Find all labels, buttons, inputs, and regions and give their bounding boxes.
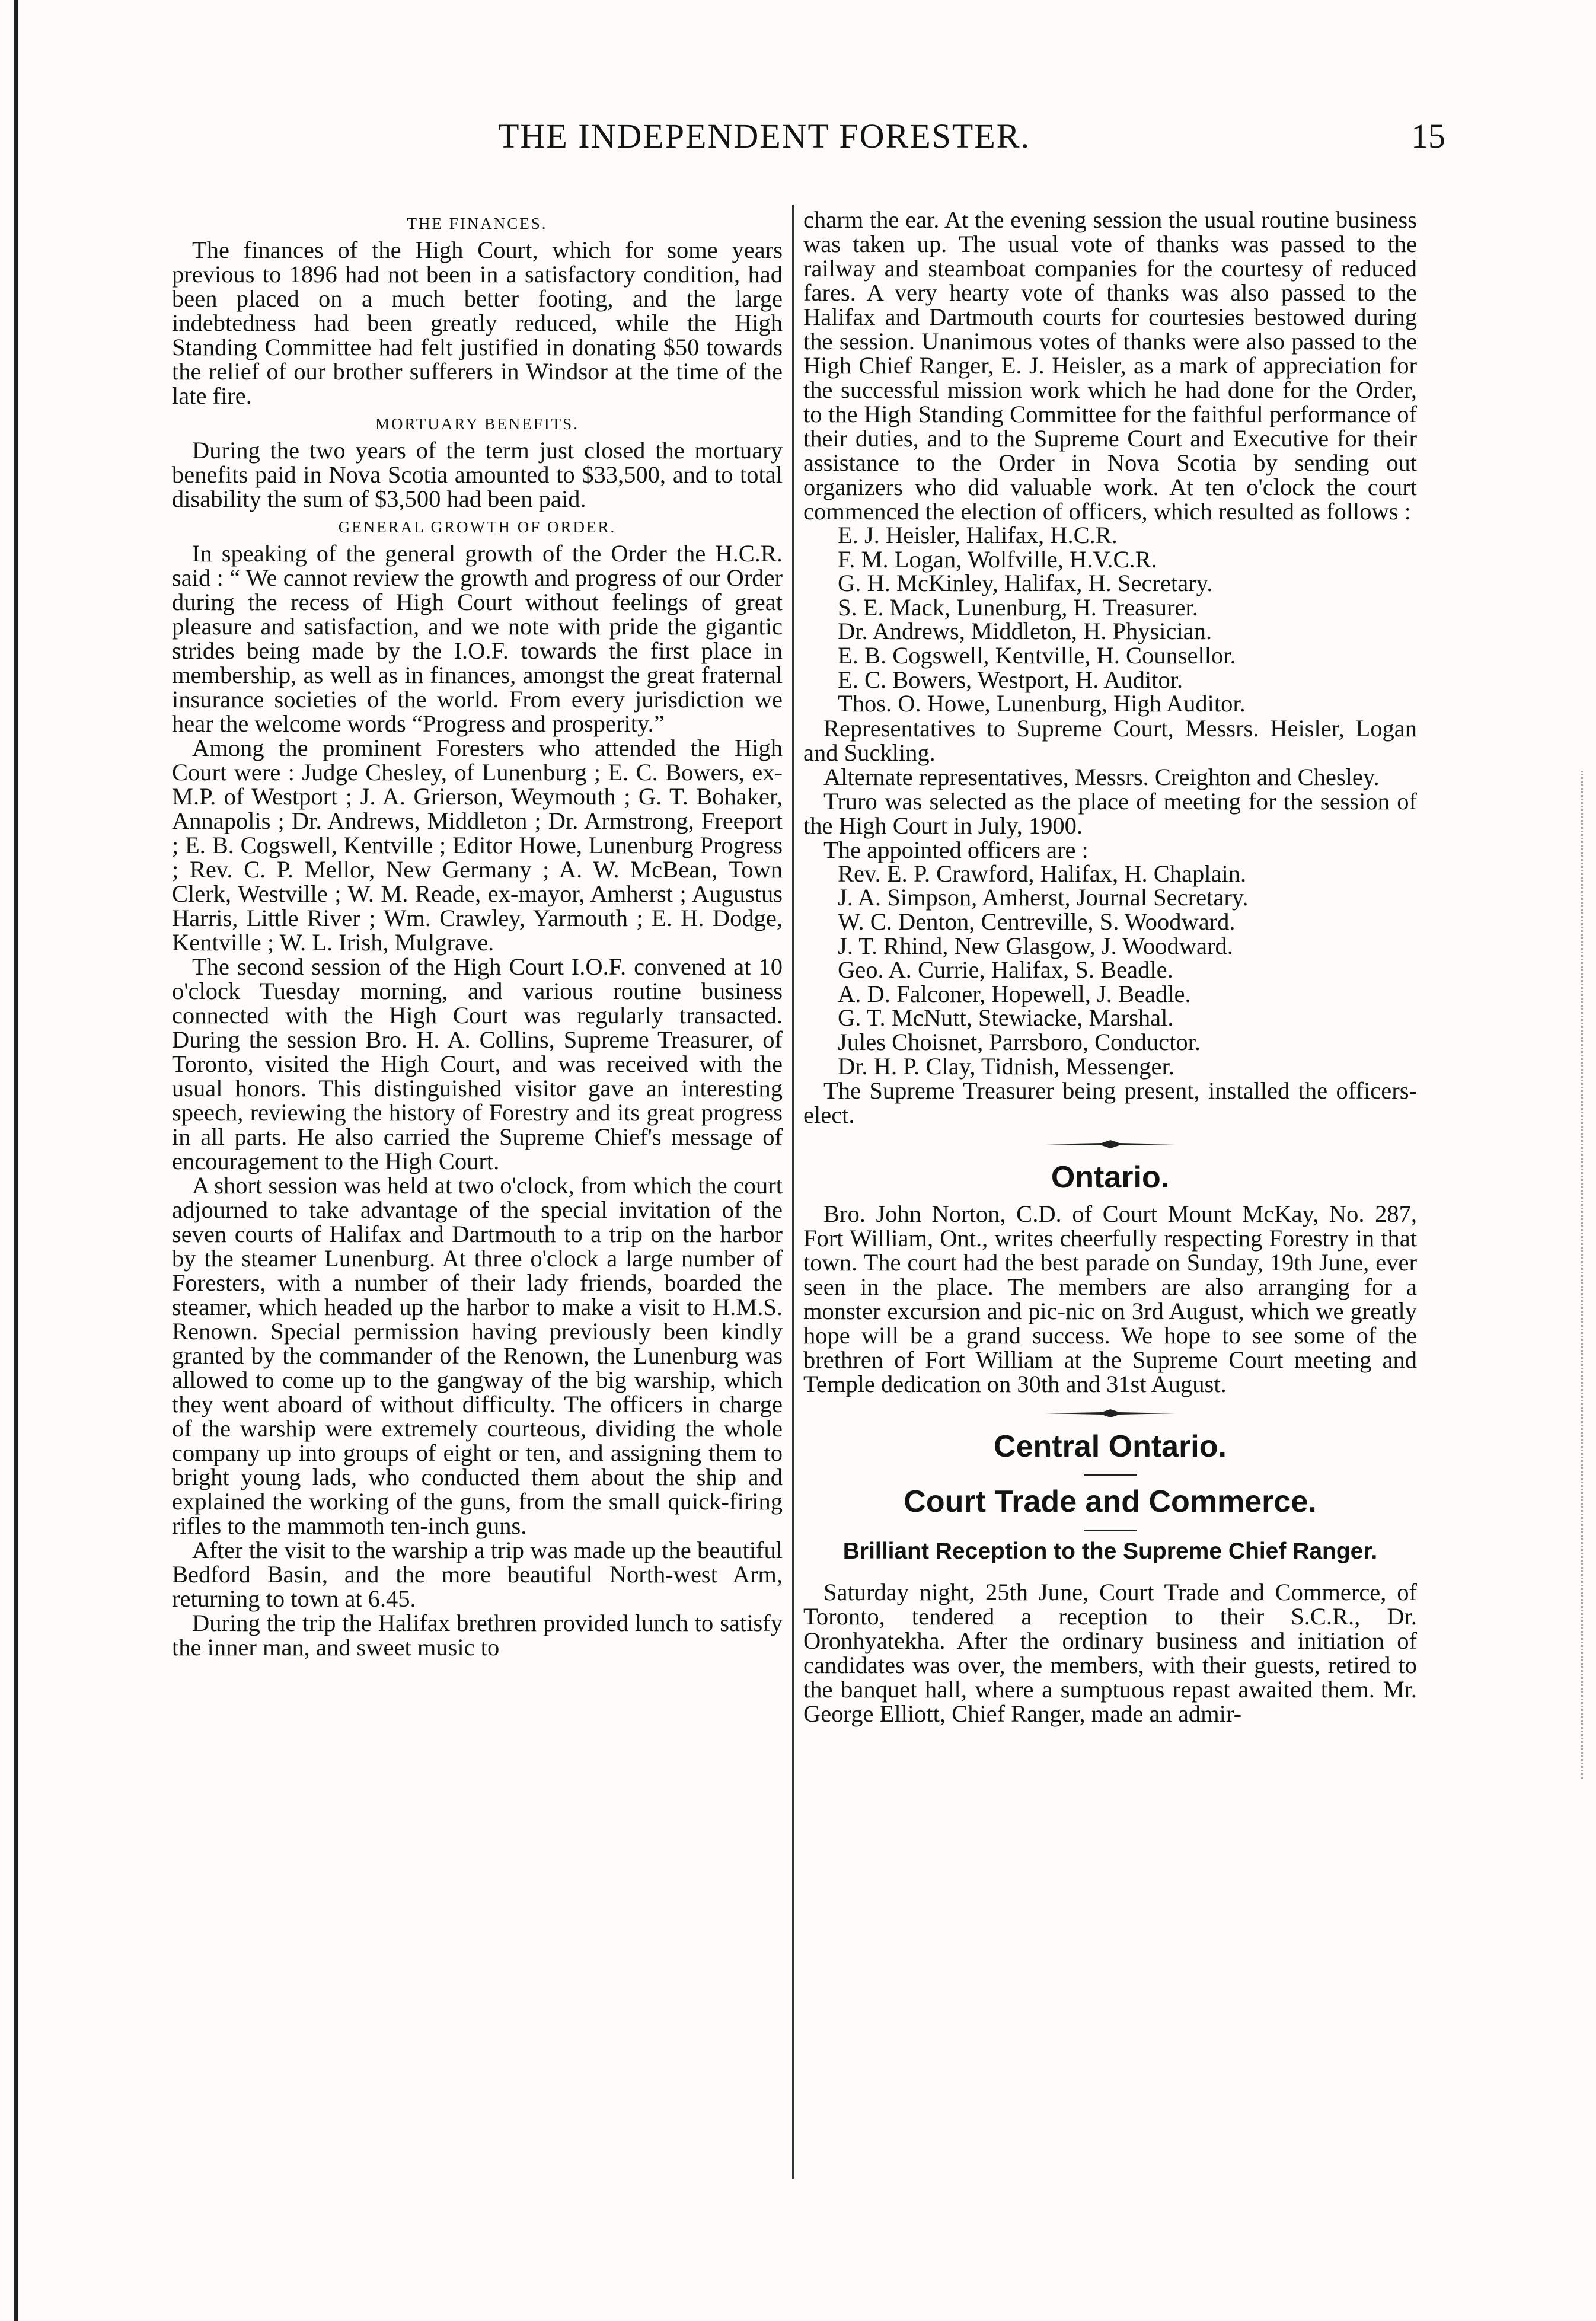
heading-court-trade-commerce: Court Trade and Commerce.: [904, 1484, 1317, 1519]
heading-finances: THE FINANCES.: [407, 215, 548, 232]
right-column: [803, 207, 1417, 1726]
paragraph-bedford-basin: After the visit to the warship a trip was made up the beautiful Bedford Basin, and the more beautiful North-west Arm, returning to town at 6.45.: [172, 1537, 783, 1612]
appointed-officers-list: [803, 862, 1417, 1078]
paragraph-evening-session: charm the ear. At the evening session the usual routine business was taken up. The usual vote of thanks was passed to the railway and steamboat companies for the courtesy of reduced fares. A very hearty vote of thanks was also passed to the Halifax and Dartmouth courts for courtesies bestowed during the session. Unanimous votes of thanks were also passed to the High Chief Ranger, E. J. Heisler, as a mark of appreciation for the successful mission work which he had done for the Order, to the High Standing Committee for the faithful performance of their duties, and to the Supreme Court and Executive for their assistance to the Order in Nova Scotia by sending out organizers who did valuable work. At ten o'clock the court commenced the election of officers, which resulted as follows :: [803, 206, 1417, 525]
list-item: G. H. McKinley, Halifax, H. Secretary.: [838, 570, 1213, 597]
ornament-rule: [1045, 1409, 1176, 1417]
list-item: E. C. Bowers, Westport, H. Auditor.: [838, 666, 1183, 693]
running-head: THE INDEPENDENT FORESTER.: [498, 117, 1030, 155]
heading-mortuary-benefits: MORTUARY BENEFITS.: [375, 415, 579, 433]
column-divider: [792, 205, 794, 2179]
paragraph-halifax-brethren: During the trip the Halifax brethren provided lunch to satisfy the inner man, and sweet music to: [172, 1610, 783, 1661]
paragraph-reception: Saturday night, 25th June, Court Trade and Commerce, of Toronto, tendered a reception to their S.C.R., Dr. Oronhyatekha. After the ordinary business and initiation of candidates was over, the members, with their guests, retired to the banquet hall, where a sumptuous repast awaited them. Mr. George Elliott, Chief Ranger, made an admir-: [803, 1579, 1417, 1728]
paragraph-appointed: The appointed officers are :: [823, 836, 1089, 863]
paragraph-representatives: Representatives to Supreme Court, Messrs. Heisler, Logan and Suckling.: [803, 714, 1417, 766]
list-item: J. A. Simpson, Amherst, Journal Secretary.: [838, 884, 1249, 911]
list-item: Jules Choisnet, Parrsboro, Conductor.: [838, 1028, 1201, 1055]
list-item: E. J. Heisler, Halifax, H.C.R.: [838, 522, 1118, 548]
page-number: 15: [1411, 117, 1445, 155]
paragraph-ontario: Bro. John Norton, C.D. of Court Mount McKay, No. 287, Fort William, Ont., writes cheerfully respecting Forestry in that town. The court had the best parade on Sunday, 19th June, ever seen in the place. The members are also arranging for a monster excursion and pic-nic on 3rd August, which we greatly hope will be a grand success. We hope to see some of the brethren of Fort William at the Supreme Court meeting and Temple dedication on 30th and 31st August.: [803, 1201, 1417, 1398]
paragraph-prominent-foresters: Among the prominent Foresters who attended the High Court were : Judge Chesley, of Lunenburg ; E. C. Bowers, ex-M.P. of Westport ; J. A. Grierson, Weymouth ; G. T. Bohaker, Annapolis ; Dr. Andrews, Middleton ; Dr. Armstrong, Freeport ; E. B. Cogswell, Kentville ; Editor Howe, Lunenburg Progress ; Rev. C. P. Mellor, New Germany ; A. W. McBean, Town Clerk, Westville ; W. M. Reade, ex-mayor, Amherst ; Augustus Harris, Little River ; Wm. Crawley, Yarmouth ; E. H. Dodge, Kentville ; W. L. Irish, Mulgrave.: [172, 735, 783, 956]
page-edge-marks: [1581, 771, 1585, 1779]
paragraph-installed: The Supreme Treasurer being present, installed the officers-elect.: [803, 1077, 1417, 1129]
list-item: E. B. Cogswell, Kentville, H. Counsellor.: [838, 641, 1236, 669]
list-item: J. T. Rhind, New Glasgow, J. Woodward.: [838, 932, 1233, 959]
list-item: Thos. O. Howe, Lunenburg, High Auditor.: [838, 690, 1246, 717]
list-item: F. M. Logan, Wolfville, H.V.C.R.: [838, 545, 1157, 573]
list-item: S. E. Mack, Lunenburg, H. Treasurer.: [838, 593, 1198, 621]
list-item: Geo. A. Currie, Halifax, S. Beadle.: [838, 956, 1173, 984]
short-rule: [1084, 1474, 1137, 1476]
list-item: Rev. E. P. Crawford, Halifax, H. Chaplain.: [838, 860, 1247, 887]
short-rule: [1084, 1530, 1137, 1531]
paragraph-finances: The finances of the High Court, which for some years previous to 1896 had not been in a satisfactory condition, had been placed on a much better footing, and the large indebtedness had been greatly reduced, while the High Standing Committee had felt justified in donating $50 towards the relief of our brother sufferers in Windsor at the time of the late fire.: [172, 237, 783, 409]
elected-officers-list: [803, 523, 1417, 716]
paragraph-mortuary-benefits: During the two years of the term just closed the mortuary benefits paid in Nova Scotia amounted to $33,500, and to total disability the sum of $3,500 had been paid.: [172, 437, 783, 512]
list-item: G. T. McNutt, Stewiacke, Marshal.: [838, 1004, 1174, 1032]
left-column: [172, 207, 783, 1659]
heading-brilliant-reception: Brilliant Reception to the Supreme Chief Ranger.: [842, 1538, 1378, 1565]
paragraph-general-growth: In speaking of the general growth of the Order the H.C.R. said : “ We cannot review the growth and progress of our Order during the recess of High Court without feelings of great pleasure and satisfaction, and we note with pride the gigantic strides being made by the I.O.F. towards the first place in membership, as well as in finances, amongst the great fraternal insurance societies of the world. From every jurisdiction we hear the welcome words “Progress and prosperity.”: [172, 540, 783, 737]
heading-ontario: Ontario.: [1051, 1160, 1170, 1195]
heading-central-ontario: Central Ontario.: [994, 1429, 1227, 1464]
list-item: A. D. Falconer, Hopewell, J. Beadle.: [838, 980, 1191, 1007]
ornament-rule: [1045, 1140, 1176, 1148]
list-item: W. C. Denton, Centreville, S. Woodward.: [838, 908, 1236, 935]
list-item: Dr. H. P. Clay, Tidnish, Messenger.: [838, 1052, 1174, 1080]
heading-general-growth: GENERAL GROWTH OF ORDER.: [338, 518, 617, 536]
paragraph-truro: Truro was selected as the place of meeting for the session of the High Court in July, 1900.: [803, 787, 1417, 839]
paragraph-alternates: Alternate representatives, Messrs. Creighton and Chesley.: [823, 763, 1380, 790]
paragraph-harbor-trip: A short session was held at two o'clock, from which the court adjourned to take advantage of the special invitation of the seven courts of Halifax and Dartmouth to a trip on the harbor by the steamer Lunenburg. At three o'clock a large number of Foresters, with a number of their lady friends, boarded the steamer, which headed up the harbor to make a visit to H.M.S. Renown. Special permission having previously been kindly granted by the commander of the Renown, the Lunenburg was allowed to come up to the gangway of the big warship, which they went aboard of without difficulty. The officers in charge of the warship were extremely courteous, dividing the whole company up into groups of eight or ten, and assigning them to bright young lads, who conducted them about the ship and explained the working of the guns, from the small quick-firing rifles to the mammoth ten-inch guns.: [172, 1172, 783, 1539]
page-edge-rule: [14, 0, 18, 2321]
list-item: Dr. Andrews, Middleton, H. Physician.: [838, 618, 1212, 645]
paragraph-second-session: The second session of the High Court I.O.F. convened at 10 o'clock Tuesday morning, and various routine business connected with the High Court was regularly transacted. During the session Bro. H. A. Collins, Supreme Treasurer, of Toronto, visited the High Court, and was received with the usual honors. This distinguished visitor gave an interesting speech, reviewing the history of Forestry and its great progress in all parts. He also carried the Supreme Chief's message of encouragement to the High Court.: [172, 953, 783, 1174]
